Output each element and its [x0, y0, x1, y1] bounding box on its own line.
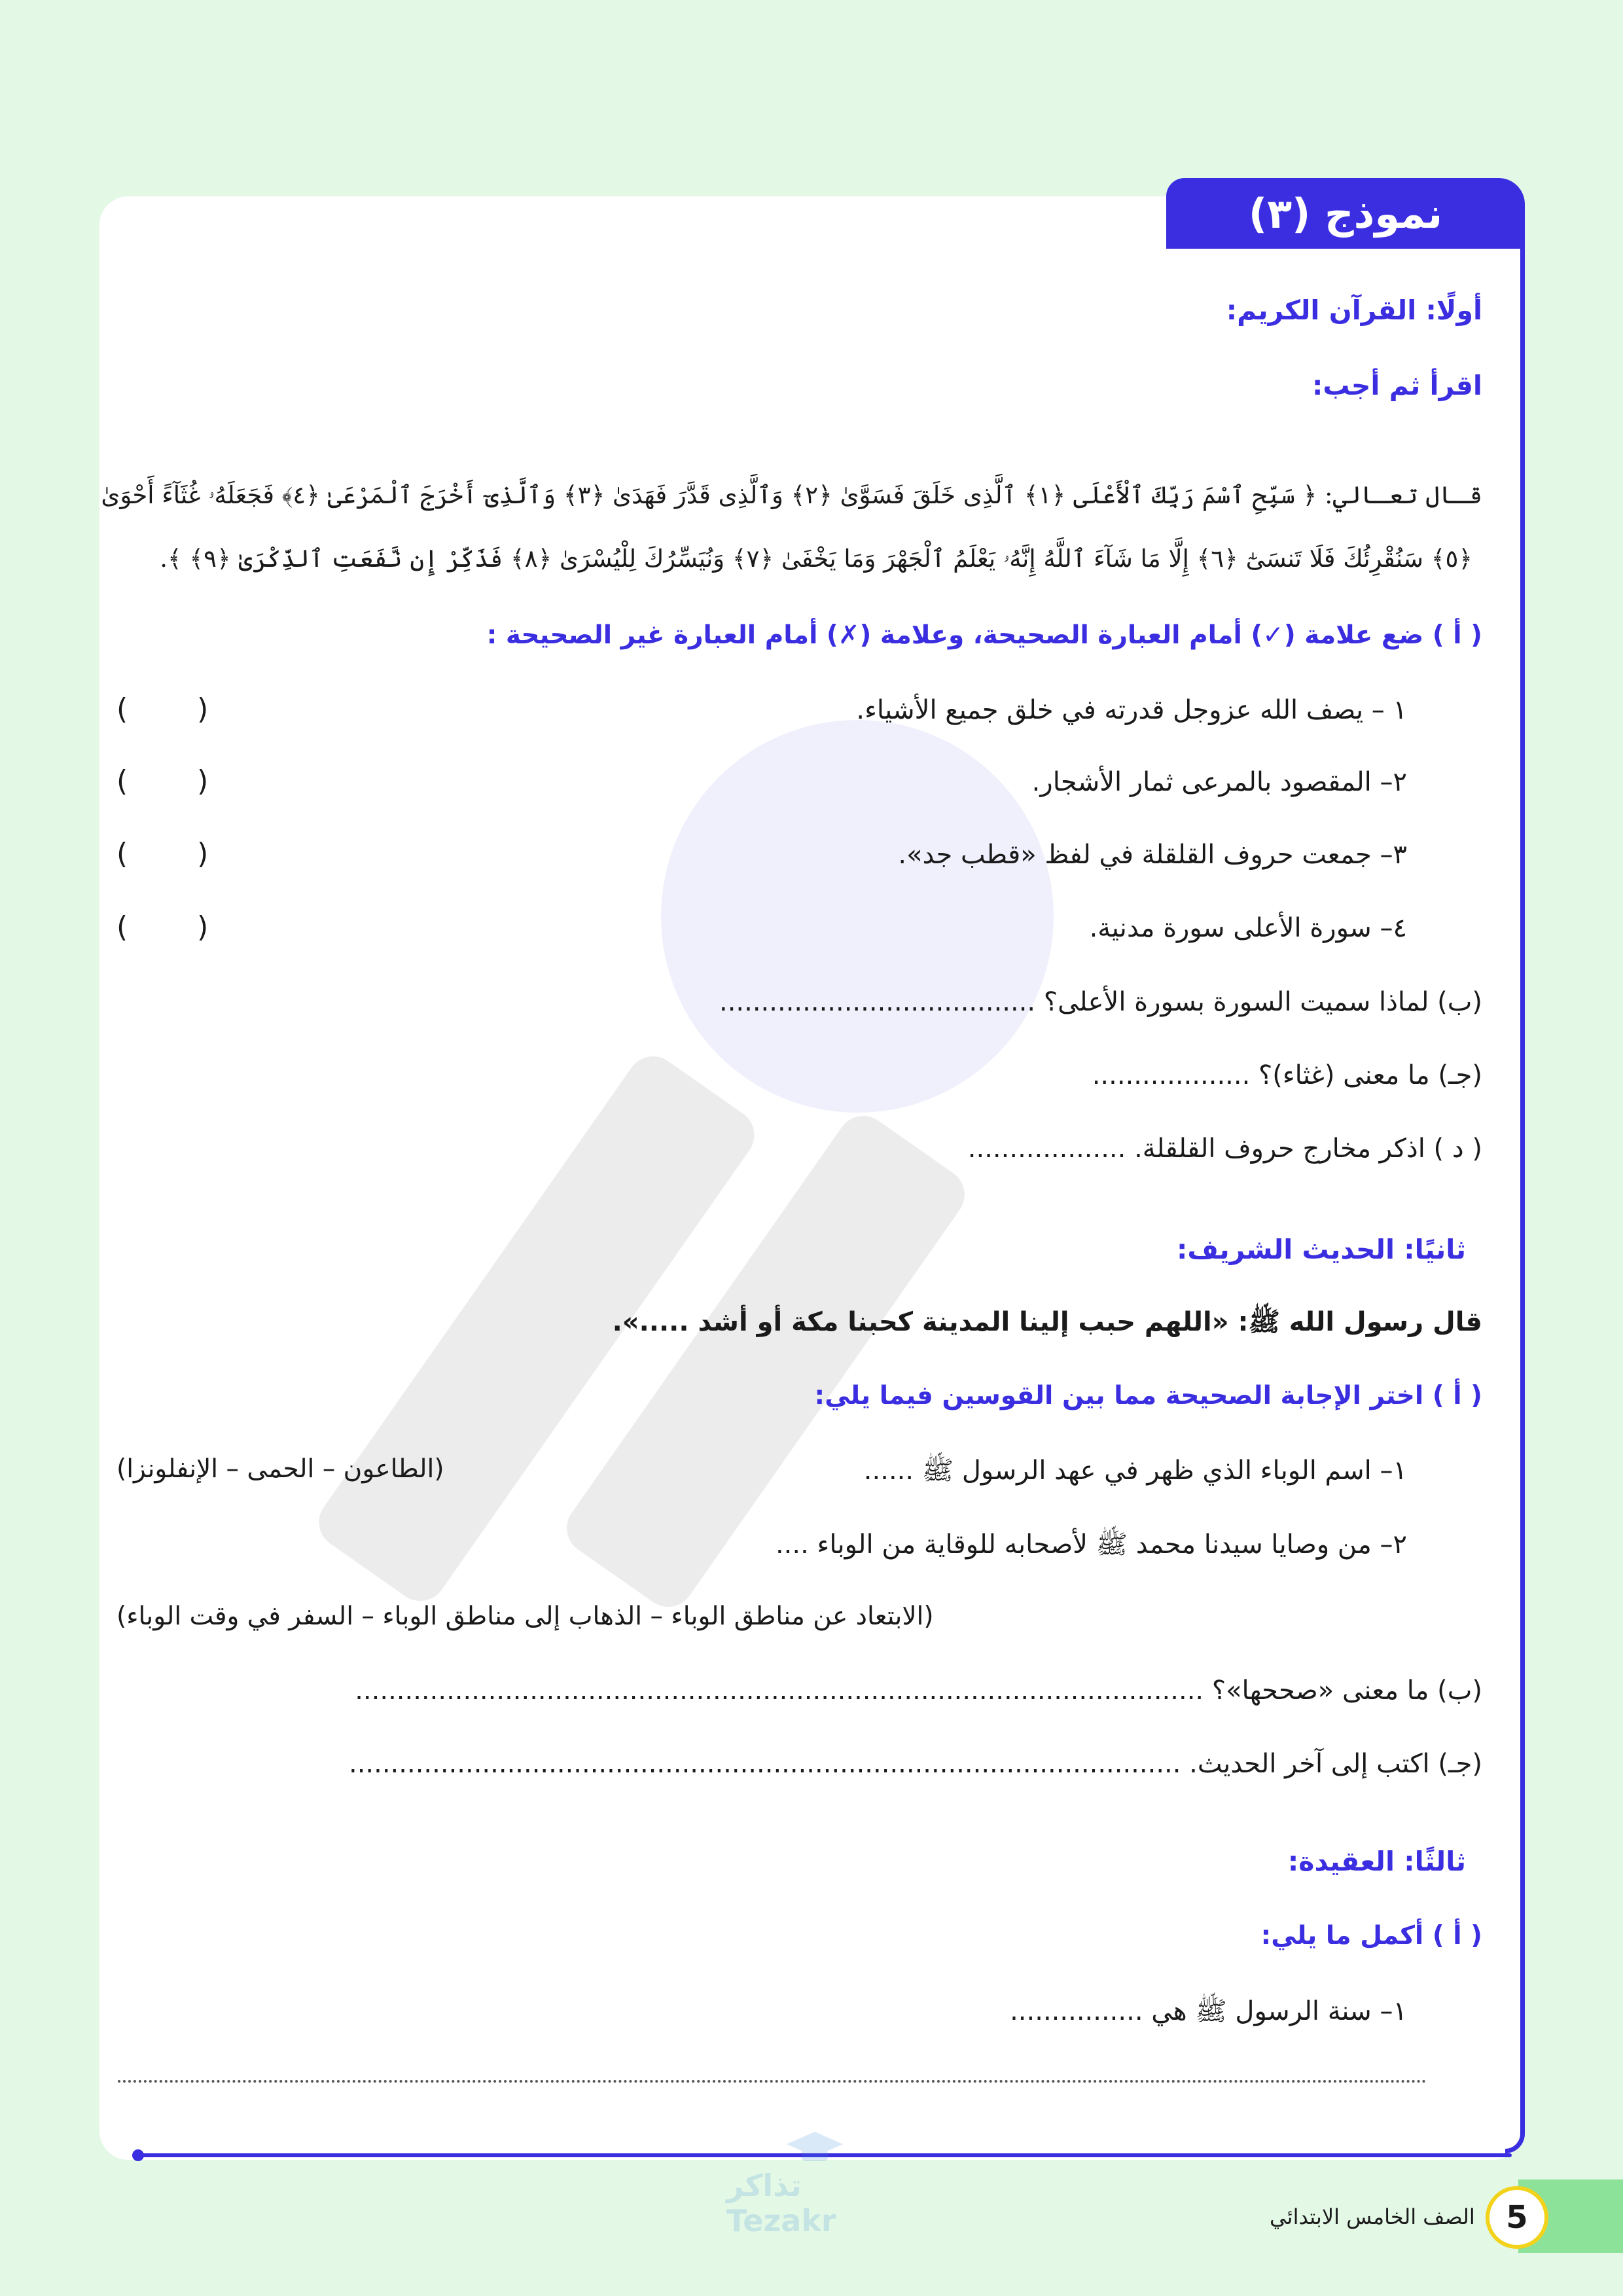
- statement-3: ٣– جمعت حروف القلقلة في لفظ «قطب جد».: [898, 840, 1407, 870]
- quran-part-c[interactable]: (جـ) ما معنى (غثاء)؟ ...................: [1092, 1060, 1482, 1090]
- brand-logo: [726, 2127, 903, 2238]
- quran-part-b[interactable]: (ب) لماذا سميت السورة بسورة الأعلى؟ ......................................: [719, 987, 1482, 1017]
- answer-box-2[interactable]: ( ): [116, 764, 239, 798]
- graduation-cap-icon: [785, 2128, 844, 2168]
- page-bottom-dot: [132, 2149, 144, 2161]
- statement-1: ١ – يصف الله عزوجل قدرته في خلق جميع الأشياء.: [856, 695, 1407, 725]
- hadith-section-title: ثانيًا: الحديث الشريف:: [1176, 1234, 1466, 1265]
- quran-part-d[interactable]: ( د ) اذكر مخارج حروف القلقلة. ...................: [967, 1134, 1482, 1164]
- quran-instruction: اقرأ ثم أجب:: [1312, 370, 1482, 401]
- verse-line-2: ﴿٥﴾ سَنُقْرِئُكَ فَلَا تَنسَىٰٓ ﴿٦﴾ إِلَّا مَا شَآءَ ٱللَّهُ إِنَّهُۥ يَعْلَمُ ٱلْجَهْرَ وَمَا يَخْفَىٰ ﴿٧﴾ وَنُيَسِّرُكَ لِلْيُسْرَىٰ ﴿٨﴾ فَذَكِّرْ إِن نَّفَعَتِ ٱلذِّكْرَىٰ ﴿٩﴾ ﴾.: [160, 545, 1472, 573]
- aqeeda-q1[interactable]: ١– سنة الرسول ﷺ هي ................: [1010, 1996, 1407, 2026]
- answer-box-4[interactable]: ( ): [116, 910, 239, 944]
- answer-box-1[interactable]: ( ): [116, 692, 239, 726]
- brand-name: تذاكر Tezakr: [726, 2168, 836, 2238]
- statement-4: ٤– سورة الأعلى سورة مدنية.: [1089, 913, 1407, 943]
- hadith-part-b[interactable]: (ب) ما معنى «صححها»؟ ......................................................................................................: [355, 1676, 1482, 1706]
- page-title: نموذج (٣): [1166, 178, 1525, 249]
- hadith-q1: ١– اسم الوباء الذي ظهر في عهد الرسول ﷺ ......: [863, 1456, 1407, 1486]
- grade-label: الصف الخامس الابتدائي: [1270, 2204, 1475, 2229]
- aqeeda-part-a: ( أ ) أكمل ما يلي:: [1260, 1921, 1482, 1950]
- hadith-text: قال رسول الله ﷺ: «اللهم حبب إلينا المدينة كحبنا مكة أو أشد .....».: [612, 1307, 1482, 1337]
- hadith-part-c[interactable]: (جـ) اكتب إلى آخر الحديث. ....................................................................................................: [348, 1749, 1482, 1779]
- hadith-q2-options: (الابتعاد عن مناطق الوباء – الذهاب إلى مناطق الوباء – السفر في وقت الوباء): [116, 1602, 934, 1631]
- quran-part-a: ( أ ) ضع علامة (✓) أمام العبارة الصحيحة، وعلامة (✗) أمام العبارة غير الصحيحة :: [486, 620, 1482, 650]
- answer-dotted-line[interactable]: [118, 2080, 1427, 2083]
- hadith-q2: ٢– من وصايا سيدنا محمد ﷺ لأصحابه للوقاية من الوباء ....: [775, 1530, 1407, 1560]
- verse-line-1: قـال تعـالي: ﴿ سَبِّحِ ٱسْمَ رَبِّكَ ٱلْأَعْلَى ﴿١﴾ ٱلَّذِى خَلَقَ فَسَوَّىٰ ﴿٢﴾ وَٱلَّذِى قَدَّرَ فَهَدَىٰ ﴿٣﴾ وَٱلَّذِىٓ أَخْرَجَ ٱلْمَرْعَىٰ ﴿٤﴾ فَجَعَلَهُۥ غُثَآءً أَحْوَىٰ: [101, 481, 1482, 509]
- hadith-q1-options: (الطاعون – الحمى – الإنفلونزا): [116, 1454, 444, 1484]
- watermark: [301, 641, 1152, 1754]
- answer-box-3[interactable]: ( ): [116, 837, 239, 870]
- quran-section-title: أولًا: القرآن الكريم:: [1226, 295, 1482, 326]
- page-frame: [1505, 236, 1525, 2153]
- aqeeda-section-title: ثالثًا: العقيدة:: [1287, 1846, 1466, 1877]
- hadith-part-a: ( أ ) اختر الإجابة الصحيحة مما بين القوسين فيما يلي:: [814, 1381, 1482, 1410]
- statement-2: ٢– المقصود بالمرعى ثمار الأشجار.: [1031, 767, 1407, 797]
- page-number: 5: [1486, 2186, 1548, 2249]
